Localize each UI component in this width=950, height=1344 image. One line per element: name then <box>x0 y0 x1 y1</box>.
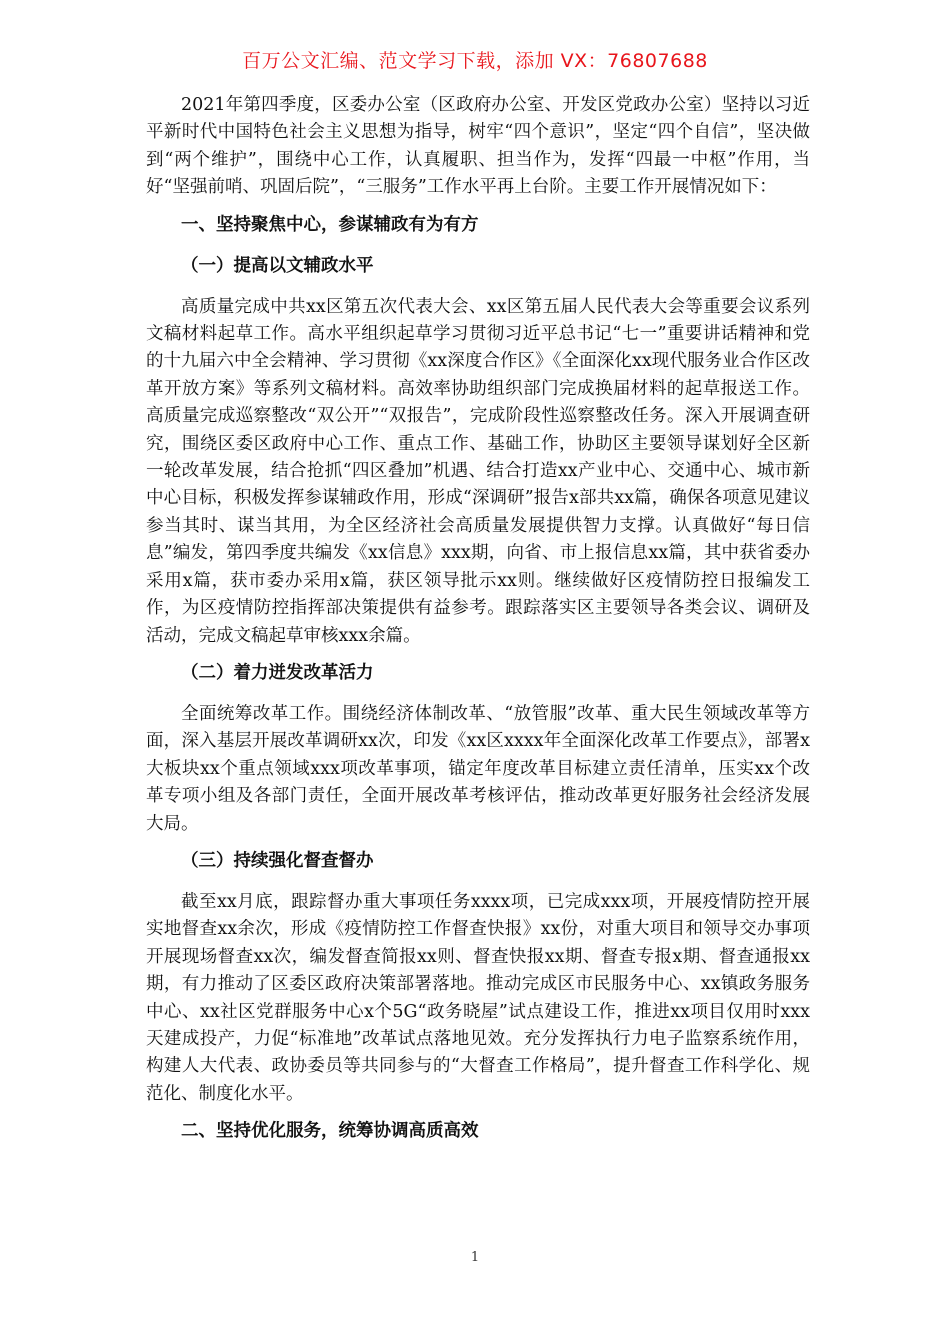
watermark-banner: 百万公文汇编、范文学习下载，添加 VX：76807688 <box>242 50 708 72</box>
subsection-2-heading: （二）着力迸发改革活力 <box>181 662 374 683</box>
subsection-1-heading: （一）提高以文辅政水平 <box>181 255 374 276</box>
subsection-3-paragraph: 截至xx月底，跟踪督办重大事项任务xxxx项，已完成xxx项，开展疫情防控开展实地督查xx余次，形成《疫情防控工作督查快报》xx份，对重大项目和领导交办事项开展现场督查xx次，编发督查简报xx则、督查快报xx期、督查专报x期、督查通报xx期，有力推动了区委区政府决策部署落地。推动完成区市民服务中心、xx镇政务服务中心、xx社区党群服务中心x个5G“政务晓屋”试点建设工作，推进xx项目仅用时xxx天建成投产，力促“标准地”改革试点落地见效。充分发挥执行力电子监察系统作用，构建人大代表、政协委员等共同参与的“大督查工作格局”，提升督查工作科学化、规范化、制度化水平。 <box>146 891 810 1104</box>
subsection-2-paragraph: 全面统筹改革工作。围绕经济体制改革、“放管服”改革、重大民生领域改革等方面，深入基层开展改革调研xx次，印发《xx区xxxx年全面深化改革工作要点》，部署x大板块xx个重点领域xxx项改革事项，锚定年度改革目标建立责任清单，压实xx个改革专项小组及各部门责任，全面开展改革考核评估，推动改革更好服务社会经济发展大局。 <box>146 703 810 834</box>
subsection-1-paragraph: 高质量完成中共xx区第五次代表大会、xx区第五届人民代表大会等重要会议系列文稿材料起草工作。高水平组织起草学习贯彻习近平总书记“七一”重要讲话精神和党的十九届六中全会精神、学习贯彻《xx深度合作区》《全面深化xx现代服务业合作区改革开放方案》等系列文稿材料。高效率协助组织部门完成换届材料的起草报送工作。高质量完成巡察整改“双公开”“双报告”，完成阶段性巡察整改任务。深入开展调查研究，围绕区委区政府中心工作、重点工作、基础工作，协助区主要领导谋划好全区新一轮改革发展，结合抢抓“四区叠加”机遇、结合打造xx产业中心、交通中心、城市新中心目标，积极发挥参谋辅政作用，形成“深调研”报告x部共xx篇，确保各项意见建议参当其时、谋当其用，为全区经济社会高质量发展提供智力支撑。认真做好“每日信息”编发，第四季度共编发《xx信息》xxx期，向省、市上报信息xx篇，其中获省委办采用x篇，获市委办采用x篇，获区领导批示xx则。继续做好区疫情防控日报编发工作，为区疫情防控指挥部决策提供有益参考。跟踪落实区主要领导各类会议、调研及活动，完成文稿起草审核xxx余篇。 <box>146 296 810 646</box>
intro-paragraph: 2021年第四季度，区委办公室（区政府办公室、开发区党政办公室）坚持以习近平新时代中国特色社会主义思想为指导，树牢“四个意识”，坚定“四个自信”，坚决做到“两个维护”，围绕中心工作，认真履职、担当作为，发挥“四最一中枢”作用，当好“坚强前哨、巩固后院”，“三服务”工作水平再上台阶。主要工作开展情况如下： <box>146 95 810 198</box>
page-number: 1 <box>470 1250 480 1265</box>
document-body <box>146 92 810 1159</box>
subsection-3-heading: （三）持续强化督查督办 <box>181 850 374 871</box>
section-2-heading: 二、坚持优化服务，统筹协调高质高效 <box>181 1121 479 1142</box>
section-1-heading: 一、坚持聚焦中心，参谋辅政有为有方 <box>181 214 479 235</box>
